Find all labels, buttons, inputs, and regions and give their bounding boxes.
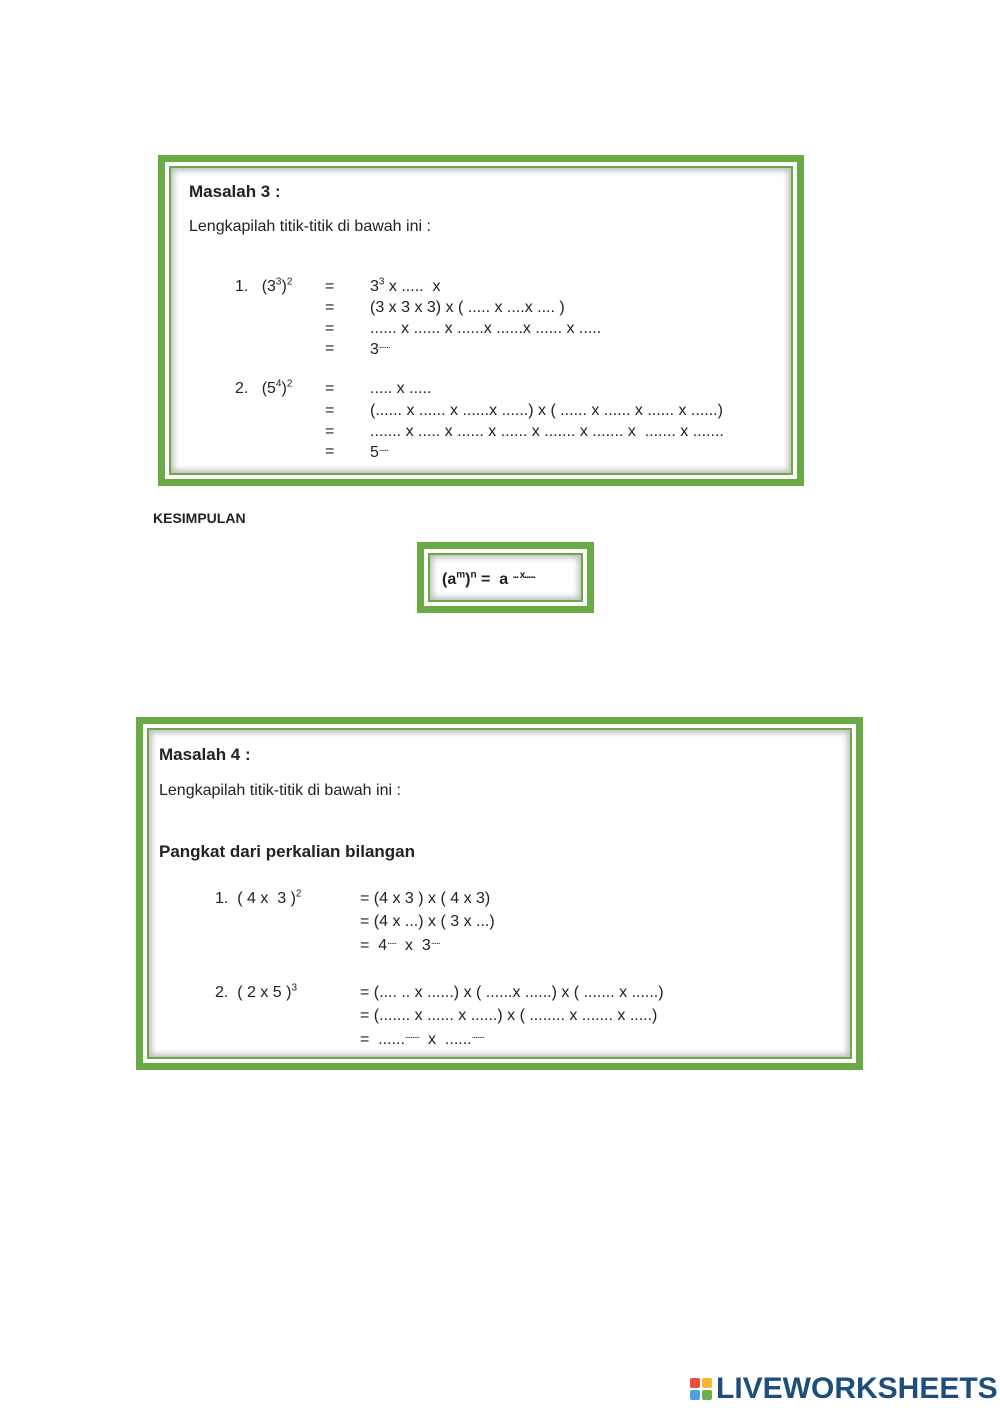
m3-q2-line4: 5..... xyxy=(370,443,388,461)
masalah4-box xyxy=(136,717,863,1070)
logo-square-l xyxy=(690,1378,700,1388)
m3-q2-lhs: 2. $(5^4)^2$ xyxy=(235,378,293,397)
m3-q2-line3: ....... x ..... x ...... x ...... x ....... x ....... x ....... x ....... xyxy=(370,423,724,440)
logo-square-i xyxy=(702,1378,712,1388)
logo-square-e xyxy=(702,1390,712,1400)
m3-q1-eq3: = xyxy=(325,320,335,337)
m3-q2-eq3: = xyxy=(325,423,335,440)
m4-q1-line2: = (4 x ...) x ( 3 x ...) xyxy=(360,913,495,930)
m4-q1-line1: = (4 x 3 ) x ( 4 x 3) xyxy=(360,890,491,907)
m3-q2-eq1: = xyxy=(325,380,335,397)
m4-q1-line3: = 4..... x 3..... xyxy=(360,936,440,954)
m3-q1-line3: ...... x ...... x ......x ......x ...... x ..... xyxy=(370,320,602,337)
liveworksheets-brand[interactable] xyxy=(690,1372,998,1406)
m3-q1-eq2: = xyxy=(325,299,335,316)
m3-q2-line1: ..... x ..... xyxy=(370,380,432,397)
m3-q1-line4: 3...... xyxy=(370,340,390,358)
m4-q2-line1: = (.... .. x ......) x ( ......x ......) x ( ....... x ......) xyxy=(360,984,664,1001)
m3-q2-eq2: = xyxy=(325,402,335,419)
m4-q2-line2: = (....... x ...... x ......) x ( ........ x ....... x .....) xyxy=(360,1007,658,1024)
brand-wordmark: LIVEWORKSHEETS xyxy=(716,1372,998,1405)
conclusion-formula: $(a^m)^n = a$ $^{... x......}$ xyxy=(442,569,535,588)
m3-q2-line2: (...... x ...... x ......x ......) x ( ...... x ...... x ...... x ......) xyxy=(370,402,723,419)
liveworksheets-logo-icon xyxy=(690,1378,712,1400)
masalah4-title: Masalah 4 : xyxy=(159,745,251,764)
m3-q1-line1: $3^3$ x ..... x xyxy=(370,276,441,295)
logo-square-v xyxy=(690,1390,700,1400)
masalah3-box xyxy=(158,155,804,486)
m3-q2-eq4: = xyxy=(325,443,335,460)
m4-q1-lhs: 1. ( 4 x 3 )$^2$ xyxy=(215,888,302,907)
m4-q2-lhs: 2. ( 2 x 5 )$^3$ xyxy=(215,982,298,1001)
m3-q1-lhs: 1. $(3^3)^2$ xyxy=(235,276,293,295)
masalah3-instruction: Lengkapilah titik-titik di bawah ini : xyxy=(189,218,431,235)
kesimpulan-label: KESIMPULAN xyxy=(153,510,246,526)
m3-q1-eq1: = xyxy=(325,278,335,295)
masalah3-title: Masalah 3 : xyxy=(189,182,281,201)
m3-q1-line2: (3 x 3 x 3) x ( ..... x ....x .... ) xyxy=(370,299,565,316)
m4-q2-line3: = .............. x ............. xyxy=(360,1030,485,1048)
masalah4-heading: Pangkat dari perkalian bilangan xyxy=(159,842,416,861)
conclusion-box xyxy=(417,542,594,613)
m3-q1-eq4: = xyxy=(325,340,335,357)
masalah4-instruction: Lengkapilah titik-titik di bawah ini : xyxy=(159,782,401,799)
